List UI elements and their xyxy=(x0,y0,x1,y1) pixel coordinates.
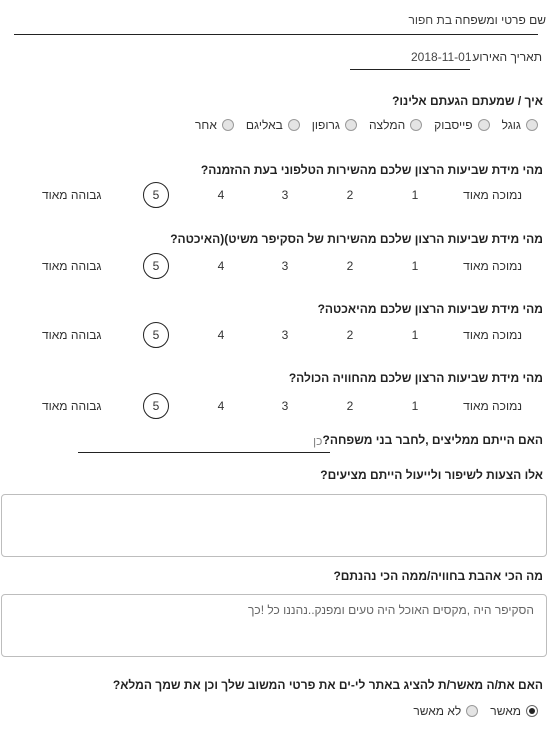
scale-option-2[interactable]: 2 xyxy=(346,259,354,273)
loved-most-question: מה הכי אהבת בחוויה/ממה הכי נהנתם? xyxy=(333,569,543,583)
suggestions-question: אלו הצעות לשיפור ולייעול הייתם מציעים? xyxy=(320,468,543,482)
date-label: תאריך האירוע xyxy=(472,50,542,64)
scale-high-label: גבוהה מאוד xyxy=(42,399,102,413)
rating-scale-2 xyxy=(0,252,548,280)
heard-option-baligam[interactable]: באליגם xyxy=(246,118,300,132)
scale-option-4[interactable]: 4 xyxy=(217,259,225,273)
consent-options xyxy=(413,704,538,718)
scale-low-label: נמוכה מאוד xyxy=(463,399,522,413)
scale-high-label: גבוהה מאוד xyxy=(42,328,102,342)
loved-most-textarea[interactable]: הסקיפר היה ,מקסים האוכל היה טעים ומפנק..נהננו כל !כך xyxy=(1,594,547,657)
heard-about-options xyxy=(195,118,538,132)
rating-question-2: מהי מידת שביעות הרצון שלכם מהשירות של הסקיפר משיט)(האיכטה? xyxy=(170,232,543,246)
scale-option-5-selected[interactable]: 5 xyxy=(143,393,169,419)
scale-option-5-selected[interactable]: 5 xyxy=(143,322,169,348)
rating-scale-4 xyxy=(0,392,548,420)
name-value[interactable]: בת חפור xyxy=(408,13,452,27)
scale-option-5-selected[interactable]: 5 xyxy=(143,182,169,208)
consent-decline-option[interactable]: לא מאשר xyxy=(413,704,478,718)
heard-option-other[interactable]: אחר xyxy=(195,118,234,132)
scale-low-label: נמוכה מאוד xyxy=(463,328,522,342)
heard-option-groupon[interactable]: גרופון xyxy=(312,118,357,132)
scale-option-1[interactable]: 1 xyxy=(411,188,419,202)
recommend-input-underline[interactable] xyxy=(78,452,330,453)
scale-option-1[interactable]: 1 xyxy=(411,399,419,413)
heard-option-recommendation[interactable]: המלצה xyxy=(369,118,422,132)
name-input-underline[interactable] xyxy=(14,34,538,35)
radio-icon[interactable] xyxy=(288,119,300,131)
radio-icon[interactable] xyxy=(410,119,422,131)
scale-option-2[interactable]: 2 xyxy=(346,328,354,342)
recommend-question: האם הייתם ממליצים ,לחבר בני משפחה? xyxy=(322,433,543,447)
radio-icon[interactable] xyxy=(478,119,490,131)
radio-icon[interactable] xyxy=(526,119,538,131)
date-input-underline[interactable] xyxy=(350,69,470,70)
radio-icon[interactable] xyxy=(466,705,478,717)
scale-option-2[interactable]: 2 xyxy=(346,399,354,413)
recommend-value[interactable]: כן xyxy=(313,434,323,448)
heard-option-google[interactable]: גוגל xyxy=(502,118,538,132)
suggestions-textarea[interactable] xyxy=(1,494,547,557)
rating-question-4: מהי מידת שביעות הרצון שלכם מהחוויה הכולה? xyxy=(288,371,543,385)
scale-option-4[interactable]: 4 xyxy=(217,188,225,202)
radio-icon[interactable] xyxy=(345,119,357,131)
scale-high-label: גבוהה מאוד xyxy=(42,259,102,273)
scale-option-3[interactable]: 3 xyxy=(281,399,289,413)
rating-question-3: מהי מידת שביעות הרצון שלכם מהיאכטה? xyxy=(317,302,543,316)
scale-option-4[interactable]: 4 xyxy=(217,328,225,342)
scale-option-3[interactable]: 3 xyxy=(281,188,289,202)
heard-option-facebook[interactable]: פייסבוק xyxy=(434,118,489,132)
scale-option-1[interactable]: 1 xyxy=(411,328,419,342)
scale-option-4[interactable]: 4 xyxy=(217,399,225,413)
rating-scale-1 xyxy=(0,181,548,209)
scale-low-label: נמוכה מאוד xyxy=(463,259,522,273)
consent-question: האם את/ה מאשר/ת להציג באתר לי-ים את פרטי המשוב שלך וכן את שמך המלא? xyxy=(112,678,543,692)
scale-low-label: נמוכה מאוד xyxy=(463,188,522,202)
scale-option-3[interactable]: 3 xyxy=(281,259,289,273)
scale-high-label: גבוהה מאוד xyxy=(42,188,102,202)
scale-option-2[interactable]: 2 xyxy=(346,188,354,202)
scale-option-3[interactable]: 3 xyxy=(281,328,289,342)
date-value[interactable]: 2018-11-01 xyxy=(411,50,472,64)
radio-selected-icon[interactable] xyxy=(526,705,538,717)
name-label: שם פרטי ומשפחה xyxy=(454,13,546,27)
rating-scale-3 xyxy=(0,321,548,349)
consent-approve-option[interactable]: מאשר xyxy=(490,704,538,718)
scale-option-1[interactable]: 1 xyxy=(411,259,419,273)
radio-icon[interactable] xyxy=(222,119,234,131)
scale-option-5-selected[interactable]: 5 xyxy=(143,253,169,279)
rating-question-1: מהי מידת שביעות הרצון שלכם מהשירות הטלפוני בעת ההזמנה? xyxy=(200,163,543,177)
heard-about-question: איך / שמעתם הגעתם אלינו? xyxy=(392,94,543,108)
